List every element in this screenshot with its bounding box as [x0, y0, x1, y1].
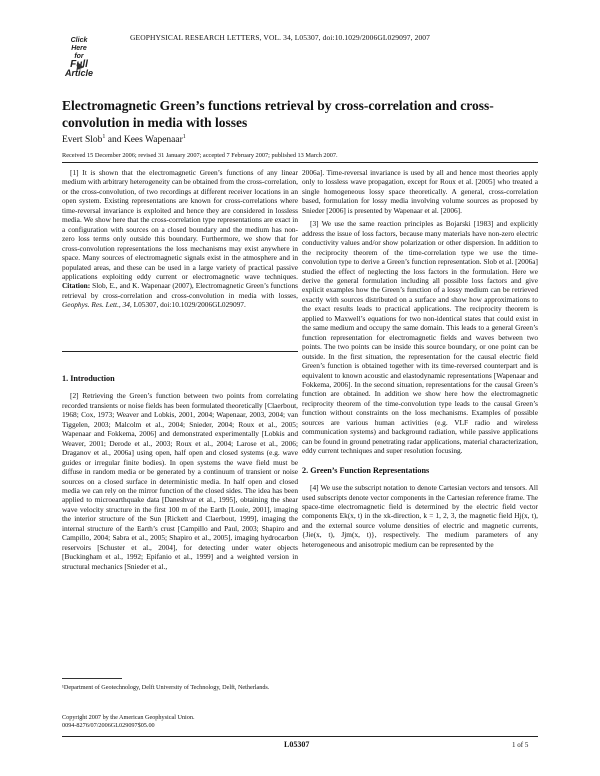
publication-dates: Received 15 December 2006; revised 31 January 2007; accepted 7 February 2007; published 13 March 2007.: [62, 152, 338, 159]
paragraph-2: [2] Retrieving the Green’s function between two points from correlating recorded transients or noise fields has been formulated theoretically [Claerbout, 1968; Cox, 1973; Weaver and Lobkis, 2001, 2004; Wapenaar, 2003, 2004; van Tiggelen, 2003; Malcolm et al., 2004; Snieder, 2004; Roux et al., 2005; Wapenaar and Fokkema, 2006] and demonstrated experimentally [Lobkis and Weaver, 2001; Derode et al., 2003; Roux et al., 2004; Larose et al., 2006; Draganov et al., 2006a] using open, half open and closed systems (e.g. wave guides or irregular finite bodies). In open systems the wave field must be diffuse in random media or be generated by a continuum of transient or noise sources on a closed surface in deterministic media. In half open and closed media we can rely on the mirror function of the closed sides. The idea has been applied to microearthquake data [Daneshvar et al., 1995], obtaining the shear wave velocity structure in the first 100 m of the Earth [Louie, 2001], imaging the interior structure of the Sun [Rickett and Claerbout, 1999], imaging the internal structure of the Earth’s crust [Campillo and Paul, 2003; Shapiro and Campillo, 2004; Sabra et al., 2005; Shapiro et al., 2005], imaging hydrocarbon reservoirs [Schuster et al., 2004], for detecting under water objects [Buckingham et al., 1992; Epifanio et al., 1999] and a weighted version in structural mechanics [Snieder et al.,: [62, 391, 298, 571]
badge-line-for: for: [74, 53, 84, 60]
author-1-affil: 1: [102, 134, 106, 140]
paragraph-2-continued: 2006a]. Time-reversal invariance is used by all and hence most theories apply only to lossless wave propagation, except for Roux et al. [2005] who treated a single homogeneous lossy space theoretically. A general, cross-correlation based, formulation for lossy media involving volume sources as proposed by Snieder [2006] is presented by Wapenaar et al. [2006].: [302, 168, 538, 215]
affiliation-footnote: ¹Department of Geotechnology, Delft University of Technology, Delft, Netherlands.: [62, 684, 270, 691]
copyright-notice: [62, 714, 298, 730]
badge-line-here: Here: [71, 45, 87, 52]
issn-line: 0094-8276/07/2006GL029097$05.00: [62, 721, 155, 729]
paragraph-4: [4] We use the subscript notation to denote Cartesian vectors and tensors. All used subscripts denote vector components in the Cartesian reference frame. The space-time electromagnetic field is determined by the electric field vector components Ek(x, t) in the xk-direction, k = 1, 2, 3, the magnetic field Hj(x, t), and the external source volume densities of electric and magnetic currents, {Jie(x, t), Jjm(x, t)}, respectively. The medium parameters of any heterogeneous and anisotropic medium can be represented by the: [302, 483, 538, 549]
section-1-heading: 1. Introduction: [62, 374, 115, 383]
author-2: and Kees Wapenaar: [105, 135, 183, 146]
citation-journal: Geophys. Res. Lett., 34,: [62, 300, 132, 310]
page-number: 1 of 5: [512, 741, 529, 749]
abstract-rule: [62, 351, 298, 352]
full-article-badge[interactable]: [62, 35, 96, 79]
abstract: [62, 168, 298, 310]
right-column: [302, 168, 538, 549]
badge-line-article: Article: [64, 68, 93, 78]
citation-text: Slob, E., and K. Wapenaar (2007), Electromagnetic Green’s functions retrieval by cross-correlation and cross-convolution in media with losses,: [62, 281, 298, 300]
copyright-line: Copyright 2007 by the American Geophysical Union.: [62, 714, 195, 721]
footer-rule: [62, 736, 538, 737]
article-id: L05307: [284, 740, 310, 749]
abstract-text: It is shown that the electromagnetic Green’s functions of any linear medium with arbitrary heterogeneity can be obtained from the cross-correlation, or the cross-convolution, of two recordings at different receiver locations in an open system. Existing representations are known for cross-correlations where time-reversal invariance is exploited and hence they are considered in lossless media. We show here that the cross-correlation type representations are exact in a configuration with sources on a closed boundary and the medium has non-zero loss terms only outside this boundary. Furthermore, we show that for cross-convolution representations the loss mechanisms may exist anywhere in space. Many sources of electromagnetic signals exist in the atmosphere and in populated areas, and these can be used in a large variety of practical passive applications exploiting eddy current or electromagnetic wave techniques.: [62, 168, 298, 281]
paragraph-3: [3] We use the same reaction principles as Bojarski [1983] and explicitly address the issue of loss factors, because many materials have non-zero electric conductivity values and/or show polarization or other dispersion. In addition to the reciprocity theorem of the time-correlation type we use the time-convolution type to derive a Green’s function representation. Slob et al. [2006a] studied the effect of neglecting the loss factors in the formulation. Here we derive the general formulation including all possible loss factors and give explicit examples how the Green’s function of a lossy medium can be retrieved exactly with sources distributed on a surface and show how approximations to the exact results leads to practical applications. The reciprocity theorem is applied to Maxwell’s equations for two non-identical states that could exist in the same medium and occupy the same domain. This leads to a general Green’s function representation for electromagnetic fields and waves between two points. The two points can be inside this source boundary, or one point can be outside. In the first situation, the representation for the causal electric field Green’s function is obtained together with its time-reversed counterpart and is equivalent to known acoustic and elastodynamic representations [Wapenaar and Fokkema, 2006]. In the second situation, representations for the causal Green’s function are obtained. In addition we show here how the electromagnetic reciprocity theorem of the time-convolution type leads to the causal Green’s function without constraints on the loss mechanisms. Examples of possible sources are various human activities (e.g. VLF radio and wireless communication systems) and background radiation, while passive applications can be found in ground penetrating radar applications, material characterization, eddy current techniques and super resolution focusing.: [302, 219, 538, 456]
citation-end: L05307, doi:10.1029/2006GL029097.: [133, 300, 246, 310]
abstract-marker: [1]: [70, 168, 79, 177]
abstract-paragraph: [62, 168, 298, 310]
author-2-affil: 1: [182, 134, 186, 140]
badge-line-click: Click: [70, 37, 88, 44]
citation-label: Citation:: [62, 281, 91, 291]
author-1: Evert Slob: [62, 135, 103, 146]
section-2-heading: 2. Green’s Function Representations: [302, 465, 430, 475]
badge-line-full: Full: [70, 59, 88, 70]
header-rule: [62, 162, 538, 163]
running-head: GEOPHYSICAL RESEARCH LETTERS, VOL. 34, L05307, doi:10.1029/2006GL029097, 2007: [130, 33, 430, 42]
left-column-body: [62, 364, 298, 571]
authors: [62, 134, 186, 145]
paper-title: Electromagnetic Green’s functions retrieval by cross-correlation and cross-convolution in media with losses: [62, 98, 494, 130]
footnote-rule: [62, 678, 122, 679]
